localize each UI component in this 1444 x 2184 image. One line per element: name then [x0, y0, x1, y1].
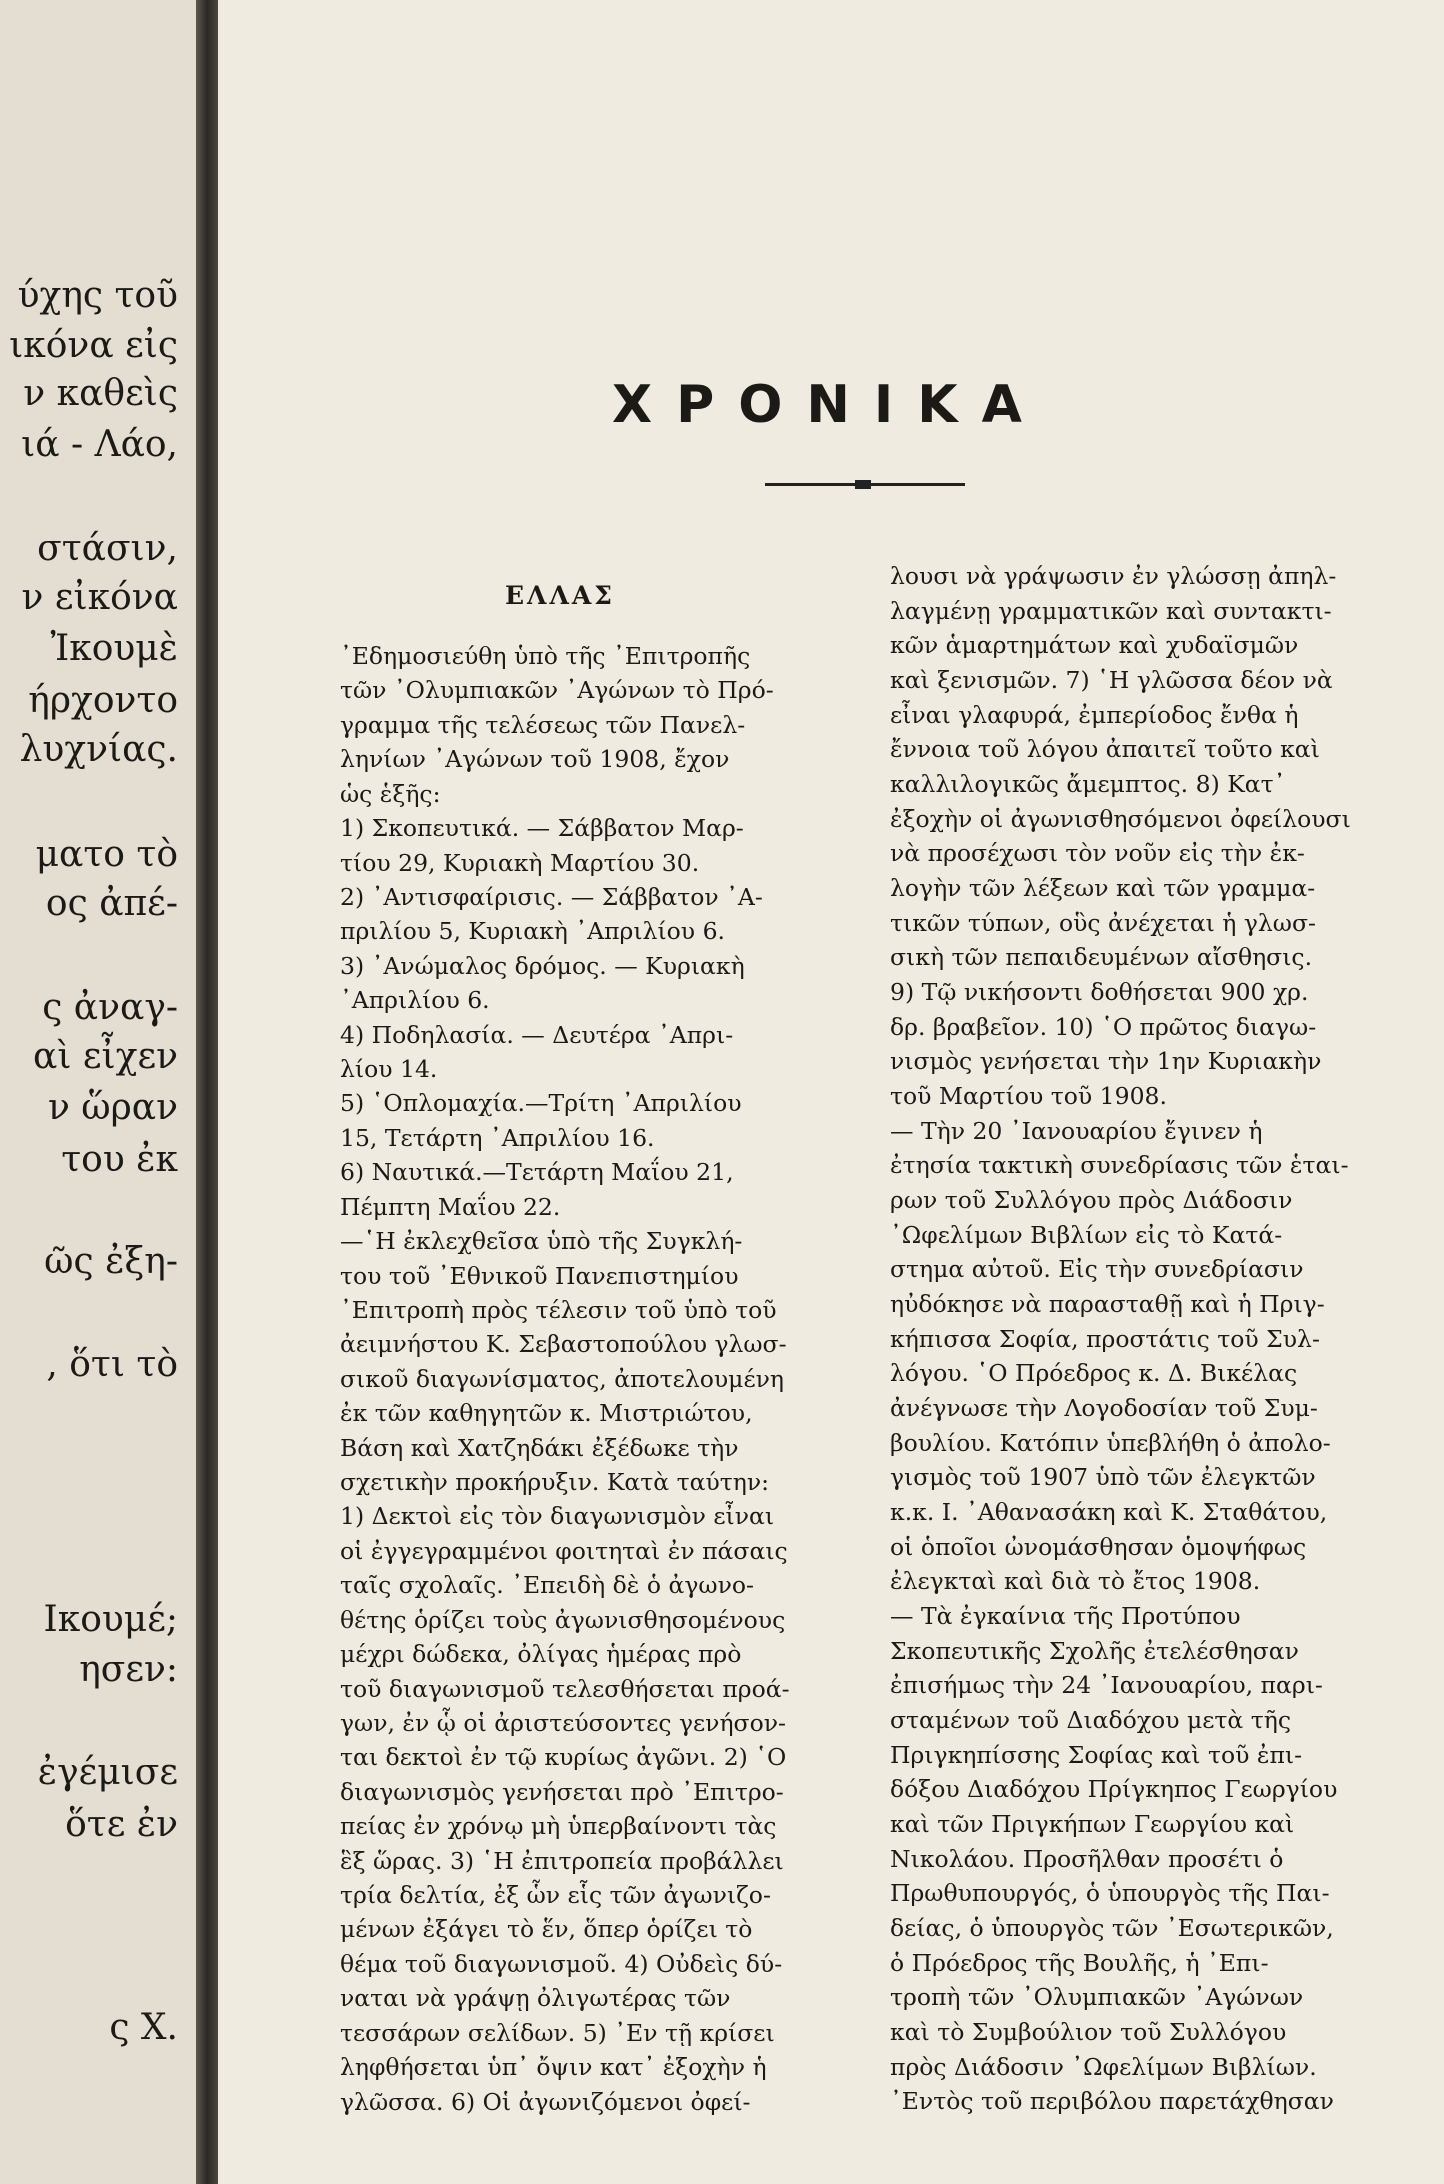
text-line: Βάση καὶ Χατζηδάκι ἐξέδωκε τὴν [340, 1433, 739, 1462]
text-line: καὶ τῶν Πριγκήπων Γεωργίου καὶ [890, 1810, 1295, 1838]
text-line: καλλιλογικῶς ἄμεμπτος. 8) Κατ᾿ [890, 770, 1286, 798]
prev-page-line: ματο τὸ [35, 834, 178, 875]
text-line: τεσσάρων σελίδων. 5) ᾿Εν τῇ κρίσει [340, 2018, 775, 2047]
text-line: 3) ᾿Ανώμαλος δρόμος. — Κυριακὴ [340, 951, 745, 980]
text-line: Σκοπευτικῆς Σχολῆς ἐτελέσθησαν [890, 1636, 1299, 1665]
text-line: τρία δελτία, ἐξ ὧν εἷς τῶν ἀγωνιζο- [340, 1881, 771, 1910]
text-line: ἐπισήμως τὴν 24 ᾿Ιανουαρίου, παρι- [890, 1671, 1323, 1700]
text-line: 2) ᾿Αντισφαίρισις. — Σάββατον ᾿Α- [340, 882, 763, 911]
text-line: ἐξοχὴν οἱ ἀγωνισθησόμενοι ὀφείλουσι [890, 804, 1351, 833]
text-line: γισμὸς τοῦ 1907 ὑπὸ τῶν ἐλεγκτῶν [890, 1463, 1316, 1492]
title-rule-ornament [765, 483, 965, 486]
text-line: τῶν ᾿Ολυμπιακῶν ᾿Αγώνων τὸ Πρό- [340, 676, 774, 705]
prev-page-line: ῶς ἐξη- [44, 1241, 178, 1282]
text-line: 1) Σκοπευτικά. — Σάββατον Μαρ- [340, 814, 744, 843]
text-line: μέχρι δώδεκα, ὀλίγας ἡμέρας πρὸ [340, 1640, 742, 1669]
text-line: —῾Η ἐκλεχθεῖσα ὑπὸ τῆς Συγκλή- [340, 1227, 743, 1256]
text-line: σικὴ τῶν πεπαιδευμένων αἴσθησις. [890, 943, 1313, 972]
text-line: ᾿Ωφελίμων Βιβλίων εἰς τὸ Κατά- [890, 1220, 1283, 1249]
text-line: Πριγκηπίσσης Σοφίας καὶ τοῦ ἐπι- [890, 1740, 1303, 1769]
text-line: μένων ἐξάγει τὸ ἕν, ὅπερ ὁρίζει τὸ [340, 1915, 753, 1944]
text-line: ταῖς σχολαῖς. ᾿Επειδὴ δὲ ὁ ἀγωνο- [340, 1571, 754, 1600]
text-line: του τοῦ ᾿Εθνικοῦ Πανεπιστημίου [340, 1261, 739, 1290]
text-line: ᾿Εντὸς τοῦ περιβόλου παρετάχθησαν [890, 2087, 1334, 2116]
text-line: ληφθήσεται ὑπ᾿ ὄψιν κατ᾿ ἐξοχὴν ἡ [340, 2053, 767, 2082]
prev-page-line: ν ὥραν [47, 1087, 178, 1128]
text-line: ἐλεγκταὶ καὶ διὰ τὸ ἔτος 1908. [890, 1567, 1261, 1596]
prev-page-line: ήρχοντο [28, 680, 178, 721]
prev-page-line: ἐγέμισε [37, 1752, 178, 1793]
text-line: δρ. βραβεῖον. 10) ῾Ο πρῶτος διαγω- [890, 1012, 1317, 1041]
section-heading: ΕΛΛΑΣ [505, 581, 615, 610]
text-line: ἔννοια τοῦ λόγου ἀπαιτεῖ τοῦτο καὶ [890, 735, 1320, 764]
prev-page-line: , ὅτι τὸ [46, 1344, 178, 1385]
text-line: ναται νὰ γράψῃ ὀλιγωτέρας τῶν [340, 1984, 731, 2013]
text-line: 6) Ναυτικά.—Τετάρτη Μαΐου 21, [340, 1158, 734, 1187]
text-line: βουλίου. Κατόπιν ὑπεβλήθη ὁ ἀπολο- [890, 1428, 1331, 1457]
text-line: σταμένων τοῦ Διαδόχου μετὰ τῆς [890, 1706, 1291, 1734]
text-line: ηὐδόκησε νὰ παρασταθῇ καὶ ἡ Πριγ- [890, 1290, 1325, 1318]
text-line: πριλίου 5, Κυριακὴ ᾿Απριλίου 6. [340, 917, 725, 946]
page-title: ΧΡΟΝΙΚΑ [612, 375, 1046, 435]
prev-page-line: ιά - Λάο, [21, 424, 178, 465]
prev-page-line: Ἰκουμὲ [50, 628, 178, 669]
text-line: ληνίων ᾿Αγώνων τοῦ 1908, ἔχον [340, 745, 730, 774]
text-line: 1) Δεκτοὶ εἰς τὸν διαγωνισμὸν εἶναι [340, 1502, 775, 1531]
text-line: 15, Τετάρτη ᾿Απριλίου 16. [340, 1123, 655, 1152]
text-line: διαγωνισμὸς γενήσεται πρὸ ᾿Επιτρο- [340, 1777, 784, 1806]
text-line: νὰ προσέχωσι τὸν νοῦν εἰς τὴν ἐκ- [890, 839, 1305, 868]
prev-page-line: ν εἰκόνα [21, 577, 178, 618]
text-line: νισμὸς γενήσεται τὴν 1ην Κυριακὴν [890, 1047, 1322, 1076]
text-line: θέτης ὁρίζει τοὺς ἀγωνισθησομένους [340, 1605, 786, 1634]
previous-page-edge [0, 0, 196, 2184]
prev-page-line: ς ἀναγ- [42, 987, 178, 1028]
text-line: 5) ῾Οπλομαχία.—Τρίτη ᾿Απριλίου [340, 1089, 742, 1118]
text-line: τικῶν τύπων, οὓς ἀνέχεται ἡ γλωσ- [890, 908, 1316, 937]
text-line: σικοῦ διαγωνίσματος, ἀποτελουμένη [340, 1364, 784, 1393]
text-line: τίου 29, Κυριακὴ Μαρτίου 30. [340, 848, 700, 877]
text-line: ἓξ ὥρας. 3) ῾Η ἐπιτροπεία προβάλλει [340, 1846, 784, 1875]
text-line: οἱ ὁποῖοι ὠνομάσθησαν ὁμοψήφως [890, 1532, 1307, 1561]
text-line: ρων τοῦ Συλλόγου πρὸς Διάδοσιν [890, 1186, 1293, 1214]
book-gutter [196, 0, 218, 2184]
text-line: τροπὴ τῶν ᾿Ολυμπιακῶν ᾿Αγώνων [890, 1983, 1304, 2012]
prev-page-line: ν καθεὶς [23, 373, 178, 414]
prev-page-line: του ἐκ [61, 1139, 178, 1180]
text-line: λουσι νὰ γράψωσιν ἐν γλώσσῃ ἀπηλ- [890, 562, 1337, 590]
text-line: πείας ἐν χρόνῳ μὴ ὑπερβαίνοντι τὰς [340, 1812, 777, 1841]
text-line: κ.κ. Ι. ᾿Αθανασάκη καὶ Κ. Σταθάτου, [890, 1498, 1328, 1526]
text-line: ᾿Εδημοσιεύθη ὑπὸ τῆς ᾿Επιτροπῆς [340, 642, 751, 670]
text-line: γων, ἐν ᾧ οἱ ἀριστεύσοντες γενήσον- [340, 1708, 786, 1737]
text-line: λαγμένῃ γραμματικῶν καὶ συντακτι- [890, 596, 1332, 625]
text-line: ᾿Απριλίου 6. [340, 986, 490, 1015]
prev-page-line: ος ἀπέ- [45, 883, 178, 924]
text-line: λίου 14. [340, 1055, 438, 1084]
text-line: Πέμπτη Μαΐου 22. [340, 1192, 561, 1221]
text-line: ἀειμνήστου Κ. Σεβαστοπούλου γλωσ- [340, 1330, 787, 1359]
text-line: δόξου Διαδόχου Πρίγκηπος Γεωργίου [890, 1775, 1338, 1804]
prev-page-line: στάσιν, [37, 528, 178, 569]
prev-page-line: ικόνα εἰς [9, 325, 178, 366]
text-line: πρὸς Διάδοσιν ᾿Ωφελίμων Βιβλίων. [890, 2052, 1317, 2081]
text-line: οἱ ἐγγεγραμμένοι φοιτηταὶ ἐν πάσαις [340, 1536, 788, 1565]
text-line: καὶ τὸ Συμβούλιον τοῦ Συλλόγου [890, 2018, 1287, 2046]
prev-page-line: ησεν: [79, 1649, 178, 1690]
text-line: γλῶσσα. 6) Οἱ ἀγωνιζόμενοι ὀφεί- [340, 2087, 751, 2116]
text-line: θέμα τοῦ διαγωνισμοῦ. 4) Οὐδεὶς δύ- [340, 1949, 783, 1978]
text-line: κῶν ἁμαρτημάτων καὶ χυδαϊσμῶν [890, 631, 1299, 660]
text-line: σχετικὴν προκήρυξιν. Κατὰ ταύτην: [340, 1468, 770, 1497]
text-line: 4) Ποδηλασία. — Δευτέρα ᾿Απρι- [340, 1020, 734, 1049]
text-line: Πρωθυπουργός, ὁ ὑπουργὸς τῆς Παι- [890, 1879, 1330, 1908]
prev-page-line: Ικουμέ; [43, 1599, 178, 1640]
text-line: ἐτησία τακτικὴ συνεδρίασις τῶν ἑται- [890, 1151, 1349, 1180]
prev-page-line: ς Χ. [109, 2007, 178, 2048]
text-line: στημα αὐτοῦ. Εἰς τὴν συνεδρίασιν [890, 1255, 1304, 1284]
text-line: γραμμα τῆς τελέσεως τῶν Πανελ- [340, 710, 746, 739]
text-line: λόγου. ῾Ο Πρόεδρος κ. Δ. Βικέλας [890, 1359, 1298, 1388]
text-line: Νικολάου. Προσῆλθαν προσέτι ὁ [890, 1844, 1284, 1873]
text-line: ᾿Επιτροπὴ πρὸς τέλεσιν τοῦ ὑπὸ τοῦ [340, 1295, 777, 1324]
text-line: — Τὰ ἐγκαίνια τῆς Προτύπου [890, 1602, 1241, 1630]
text-line: — Τὴν 20 ᾿Ιανουαρίου ἔγινεν ἡ [890, 1116, 1263, 1145]
text-line: εἶναι γλαφυρά, ἐμπερίοδος ἔνθα ἡ [890, 700, 1299, 729]
text-line: λογὴν τῶν λέξεων καὶ τῶν γραμμα- [890, 874, 1316, 902]
text-line: καὶ ξενισμῶν. 7) ῾Η γλῶσσα δέον νὰ [890, 666, 1333, 694]
prev-page-line: ύχης τοῦ [17, 275, 178, 316]
prev-page-line: λυχνίας. [19, 729, 178, 770]
text-line: δείας, ὁ ὑπουργὸς τῶν ᾿Εσωτερικῶν, [890, 1914, 1334, 1942]
text-line: ται δεκτοὶ ἐν τῷ κυρίως ἀγῶνι. 2) ῾Ο [340, 1743, 787, 1772]
text-line: ὁ Πρόεδρος τῆς Βουλῆς, ἡ ᾿Επι- [890, 1948, 1269, 1977]
text-line: ἀνέγνωσε τὴν Λογοδοσίαν τοῦ Συμ- [890, 1394, 1318, 1422]
text-line: τοῦ διαγωνισμοῦ τελεσθήσεται προά- [340, 1674, 790, 1703]
text-line: τοῦ Μαρτίου τοῦ 1908. [890, 1082, 1167, 1110]
prev-page-line: αὶ εἶχεν [33, 1036, 178, 1077]
text-line: κήπισσα Σοφία, προστάτις τοῦ Συλ- [890, 1324, 1320, 1353]
prev-page-line: ὅτε ἐν [65, 1804, 178, 1845]
text-line: ἐκ τῶν καθηγητῶν κ. Μιστριώτου, [340, 1399, 753, 1428]
text-line: 9) Τῷ νικήσοντι δοθήσεται 900 χρ. [890, 978, 1309, 1006]
text-line: ὡς ἑξῆς: [340, 779, 441, 808]
